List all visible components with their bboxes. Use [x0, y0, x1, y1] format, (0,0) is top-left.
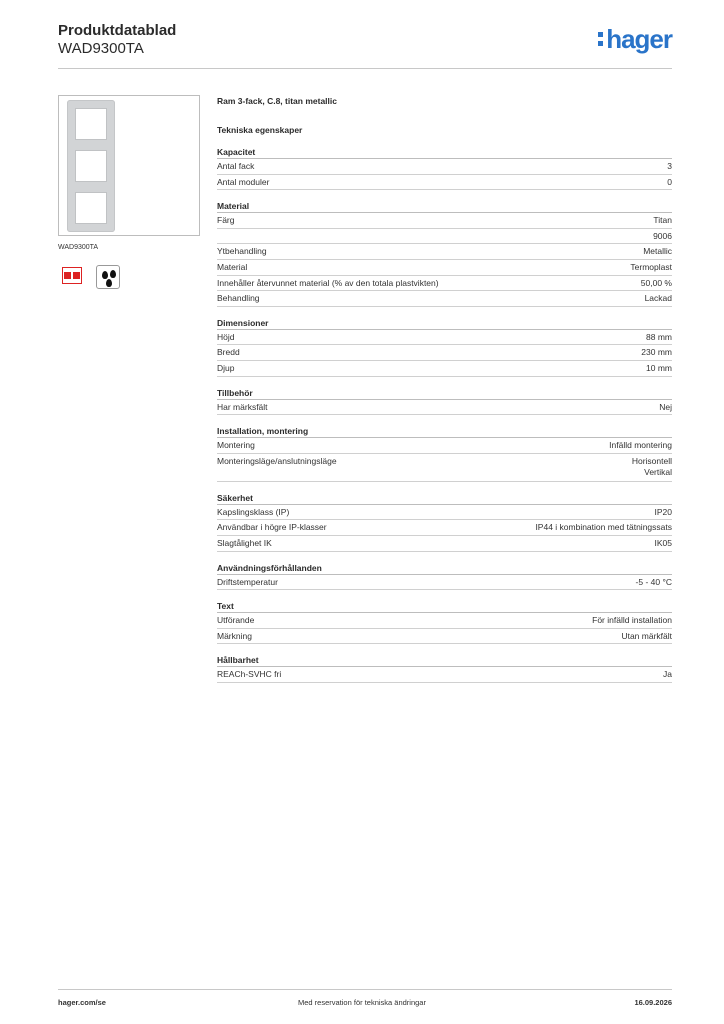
spec-row: [217, 159, 672, 175]
spec-value: Titan: [653, 215, 672, 226]
spec-label: Material: [217, 261, 248, 272]
spec-row: [217, 575, 672, 591]
spec-group-title: Installation, montering: [217, 425, 672, 438]
spec-row: [217, 505, 672, 521]
spec-group-title: Text: [217, 600, 672, 613]
spec-label: Monteringsläge/anslutningsläge: [217, 455, 337, 466]
spec-row: [217, 175, 672, 191]
spec-value: Ja: [663, 669, 672, 680]
spec-group: [217, 200, 672, 307]
spec-groups: [217, 146, 672, 683]
spec-row: [217, 667, 672, 683]
spec-label: Montering: [217, 440, 255, 451]
spec-label: Ytbehandling: [217, 246, 267, 257]
spec-group-title: Användningsförhållanden: [217, 562, 672, 575]
footer-date: 16.09.2026: [634, 998, 672, 1007]
page-header: [58, 22, 672, 68]
hager-logo: [598, 24, 672, 54]
spec-value: 3: [667, 161, 672, 171]
water-drops-icon: [96, 265, 120, 289]
spec-group-title: Säkerhet: [217, 492, 672, 505]
spec-row: [217, 361, 672, 377]
spec-value: 0: [667, 176, 672, 187]
spec-label: Djup: [217, 362, 235, 373]
spec-value: För infälld installation: [592, 615, 672, 626]
spec-group-title: Kapacitet: [217, 146, 672, 159]
spec-value: -5 - 40 °C: [635, 576, 672, 587]
spec-group: [217, 425, 672, 482]
spec-label: Kapslingsklass (IP): [217, 506, 290, 517]
spec-group-title: Tillbehör: [217, 387, 672, 400]
spec-row: [217, 438, 672, 454]
spec-value-line: Horisontell: [631, 455, 672, 466]
spec-group: [217, 387, 672, 416]
spec-group-title: Dimensioner: [217, 317, 672, 330]
spec-label: Färg: [217, 215, 235, 226]
spec-value-line: Vertikal: [644, 467, 672, 478]
logo-dots-icon: [598, 31, 604, 47]
spec-value: IK05: [654, 537, 672, 548]
spec-row: [217, 400, 672, 416]
spec-value: IP44 i kombination med tätningssats: [535, 522, 672, 533]
spec-row: [217, 213, 672, 229]
logo-text: hager: [606, 24, 672, 54]
spec-value: Nej: [659, 401, 672, 412]
spec-row: [217, 229, 672, 245]
spec-value: 10 mm: [646, 362, 672, 373]
spec-row: [217, 330, 672, 346]
spec-group: [217, 492, 672, 552]
spec-group: [217, 317, 672, 377]
spec-row: [217, 291, 672, 307]
footer-website: hager.com/se: [58, 998, 106, 1007]
spec-label: Höjd: [217, 331, 235, 342]
spec-row: [217, 536, 672, 552]
spec-label: Behandling: [217, 293, 260, 304]
document-title: Produktdatablad: [58, 22, 177, 39]
spec-row: [217, 244, 672, 260]
spec-group: [217, 562, 672, 591]
spec-value: Infälld montering: [609, 440, 672, 451]
spec-row: [217, 629, 672, 645]
spec-label: REACh-SVHC fri: [217, 669, 282, 680]
product-name: Ram 3-fack, C.8, titan metallic: [217, 96, 337, 106]
spec-row: [217, 345, 672, 361]
spec-value: Metallic: [643, 246, 672, 257]
spec-label: Märkning: [217, 630, 252, 641]
spec-row: [217, 454, 672, 482]
spec-value: Utan märkfält: [621, 630, 672, 641]
spec-row: [217, 520, 672, 536]
footer-disclaimer: Med reservation för tekniska ändringar: [298, 998, 426, 1007]
spec-label: Driftstemperatur: [217, 576, 278, 587]
spec-label: Antal fack: [217, 161, 255, 171]
spec-label: Har märksfält: [217, 401, 268, 412]
footer-divider: [58, 989, 672, 990]
product-image: [58, 95, 200, 236]
spec-value: 9006: [653, 230, 672, 241]
spec-row: [217, 613, 672, 629]
spec-value: IP20: [654, 506, 672, 517]
spec-label: Bredd: [217, 347, 240, 358]
spec-group: [217, 654, 672, 683]
spec-value: 88 mm: [646, 331, 672, 342]
spec-value: Lackad: [644, 293, 672, 304]
spec-row: [217, 260, 672, 276]
spec-label: Antal moduler: [217, 176, 270, 187]
spec-value: [632, 456, 672, 479]
spec-group-title: Material: [217, 200, 672, 213]
frame-illustration-icon: [67, 100, 115, 232]
spec-label: Utförande: [217, 615, 255, 626]
spec-label: Slagtålighet IK: [217, 537, 272, 548]
spec-group: [217, 146, 672, 190]
spec-group: [217, 600, 672, 644]
spec-heading: Tekniska egenskaper: [217, 125, 303, 135]
spec-value: 230 mm: [641, 347, 672, 358]
image-caption: WAD9300TA: [58, 244, 99, 251]
ip-rating-icon: [62, 267, 82, 284]
spec-group-title: Hållbarhet: [217, 654, 672, 667]
specification-content: [217, 96, 672, 683]
spec-row: [217, 276, 672, 292]
spec-label: Innehåller återvunnet material (% av den totala plastvikten): [217, 277, 439, 288]
document-product-code: WAD9300TA: [58, 40, 144, 57]
spec-value: Termoplast: [630, 261, 672, 272]
spec-value: 50,00 %: [640, 277, 672, 288]
header-divider: [58, 68, 672, 69]
spec-label: Användbar i högre IP-klasser: [217, 522, 327, 533]
